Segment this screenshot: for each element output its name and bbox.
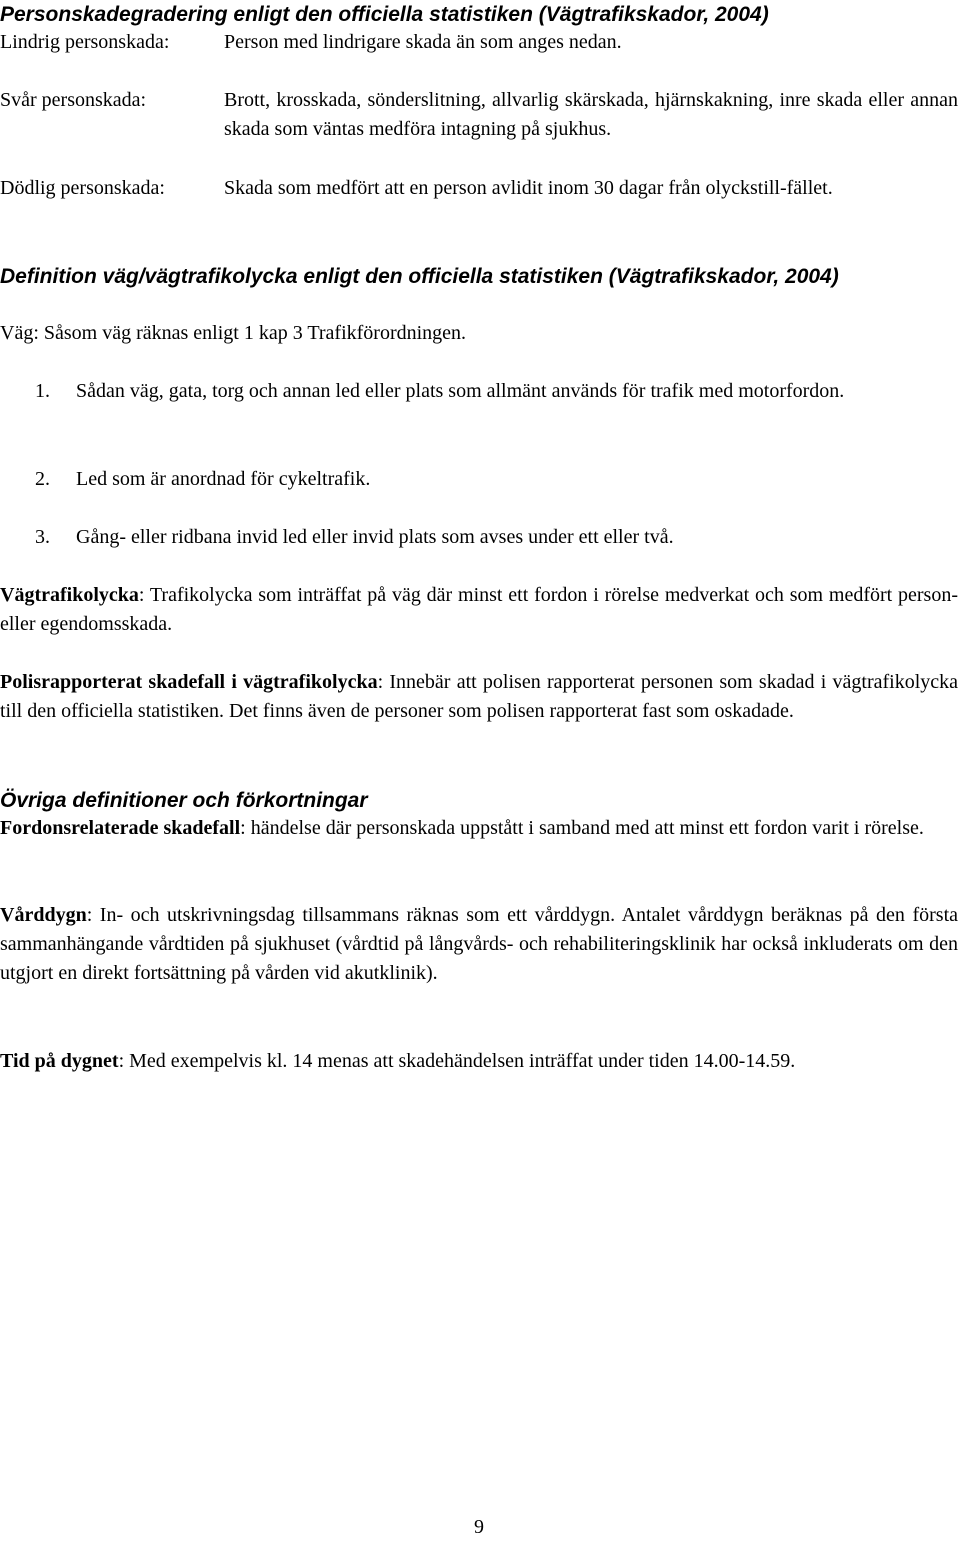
text-tid-pa-dygnet: : Med exempelvis kl. 14 menas att skadehändelsen inträffat under tiden 14.00-14.59. (118, 1050, 796, 1072)
term-varddygn: Vårddygn (0, 904, 87, 926)
list-number: 3. (35, 526, 50, 548)
term-fordonsrelaterade: Fordonsrelaterade skadefall (0, 817, 241, 839)
term-vagtrafikolycka: Vägtrafikolycka (0, 584, 139, 606)
text-vagtrafikolycka: : Trafikolycka som inträffat på väg där minst ett fordon i rörelse medverkat och som medfört person- eller egendomsskada. (0, 584, 958, 635)
label-lindrig: Lindrig personskada: (0, 31, 170, 53)
text-fordonsrelaterade: : händelse där personskada uppstått i samband med att minst ett fordon varit i rörelse. (240, 817, 924, 839)
label-svar: Svår personskada: (0, 89, 147, 111)
list-text: Led som är anordnad för cykeltrafik. (76, 468, 371, 490)
term-polisrapporterat: Polisrapporterat skadefall i vägtrafikolycka (0, 671, 378, 693)
list-text: Gång- eller ridbana invid led eller invid plats som avses under ett eller två. (76, 526, 674, 548)
page-number: 9 (474, 1516, 484, 1538)
definition-fordonsrelaterade (0, 814, 958, 843)
definition-polisrapporterat (0, 668, 958, 726)
definition-tid-pa-dygnet (0, 1047, 958, 1076)
definition-varddygn (0, 901, 958, 988)
text-lindrig: Person med lindrigare skada än som anges nedan. (224, 31, 622, 53)
definition-vagtrafikolycka (0, 581, 958, 639)
label-dodlig: Dödlig personskada: (0, 177, 165, 199)
heading-ovriga-definitioner: Övriga definitioner och förkortningar (0, 789, 368, 812)
text-dodlig: Skada som medfört att en person avlidit inom 30 dagar från olyckstill-fället. (224, 177, 833, 199)
text-svar: Brott, krosskada, sönderslitning, allvarlig skärskada, hjärnskakning, inre skada eller annan skada som väntas medföra intagning på sjukhus. (224, 89, 958, 140)
vag-intro: Väg: Såsom väg räknas enligt 1 kap 3 Trafikförordningen. (0, 322, 467, 344)
list-text: Sådan väg, gata, torg och annan led eller plats som allmänt används för trafik med motorfordon. (76, 380, 845, 402)
list-number: 1. (35, 380, 50, 402)
list-number: 2. (35, 468, 50, 490)
term-tid-pa-dygnet: Tid på dygnet (0, 1050, 119, 1072)
heading-personskadegradering: Personskadegradering enligt den officiella statistiken (Vägtrafikskador, 2004) (0, 3, 769, 26)
heading-definition-vag: Definition väg/vägtrafikolycka enligt den officiella statistiken (Vägtrafikskador, 2004) (0, 265, 839, 288)
text-polisrapporterat: : Innebär att polisen rapporterat personen som skadad i vägtrafikolycka till den officiella statistiken. Det finns även de personer som polisen rapporterat fast som oskadade. (0, 671, 959, 722)
text-varddygn: : In- och utskrivningsdag tillsammans räknas som ett vårddygn. Antalet vårddygn beräknas på den första sammanhängande vårdtiden på sjukhuset (vårdtid på långvårds- och rehabiliteringsklinik har också inkluderats om den utgjort en direkt fortsättning på vården vid akutklinik). (0, 904, 958, 984)
